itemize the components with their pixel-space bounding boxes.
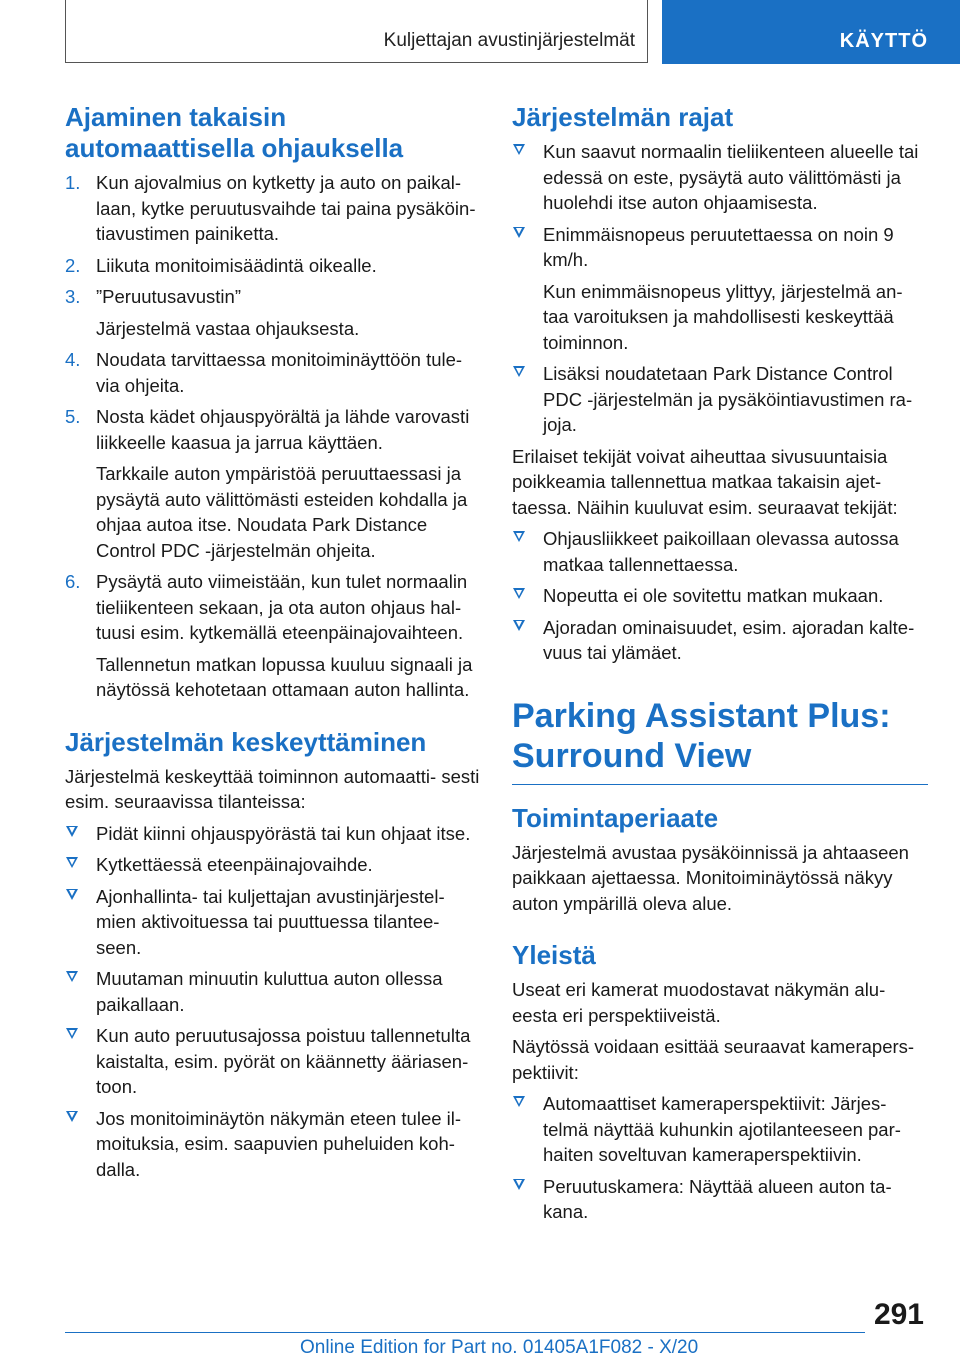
right-column bbox=[512, 102, 928, 1231]
views-list bbox=[512, 1091, 928, 1225]
bullet-item bbox=[512, 1091, 928, 1168]
factors-list bbox=[512, 526, 928, 666]
triangle-bullet-icon bbox=[513, 531, 525, 542]
page-number: 291 bbox=[873, 1298, 924, 1331]
heading-interrupt: Järjestelmän keskeyttäminen bbox=[65, 726, 427, 757]
step-text: Nosta kädet ohjauspyörältä ja lähde varovasti liikkeelle kaasua ja jarrua käyttäen. bbox=[96, 406, 470, 453]
header-section-box bbox=[65, 0, 648, 63]
heading-parking-assistant bbox=[512, 696, 928, 776]
bullet-note: Kun enimmäisnopeus ylittyy, järjestelmä an- taa varoituksen ja mahdollisesti keskeyttää toiminnon. bbox=[543, 280, 903, 353]
bullet-text: Lisäksi noudatetaan Park Distance Control PDC -järjestelmän ja pysäköintiavustimen ra- joja. bbox=[543, 363, 913, 435]
step-item bbox=[65, 404, 483, 563]
interrupt-list bbox=[65, 821, 483, 1183]
heading-system-limits: Järjestelmän rajat bbox=[512, 102, 734, 132]
heading-general: Yleistä bbox=[512, 940, 596, 970]
triangle-bullet-icon bbox=[513, 366, 525, 377]
triangle-bullet-icon bbox=[66, 889, 78, 900]
principle-text: Järjestelmä avustaa pysäköinnissä ja ahtaaseen paikkaan ajettaessa. Monitoiminäytössä näkyy auton ympärillä oleva alue. bbox=[512, 841, 909, 914]
step-note: Tallennetun matkan lopussa kuuluu signaali ja näytössä kehotetaan ottamaan auton hallinta. bbox=[96, 653, 473, 700]
bullet-item bbox=[65, 884, 483, 961]
footer-divider bbox=[65, 1332, 865, 1333]
header-chapter-label: KÄYTTÖ bbox=[839, 30, 928, 52]
bullet-text: Automaattiset kameraperspektiivit: Järjes- telmä näyttää kuhunkin ajotilanteeseen par- haiten soveltuvan kameraperspektiivin. bbox=[543, 1093, 901, 1165]
bullet-item bbox=[65, 1106, 483, 1183]
triangle-bullet-icon bbox=[513, 227, 525, 238]
heading-line-1: Parking Assistant Plus: bbox=[512, 696, 891, 735]
step-item bbox=[65, 569, 483, 703]
step-text: Noudata tarvittaessa monitoiminäyttöön tule- via ohjeita. bbox=[96, 349, 463, 396]
bullet-text: Muutaman minuutin kuluttua auton ollessa paikallaan. bbox=[96, 968, 443, 1015]
bullet-text: Enimmäisnopeus peruutettaessa on noin 9 km/h. bbox=[543, 223, 894, 270]
heading-line-2: automaattisella ohjauksella bbox=[65, 133, 404, 163]
step-item bbox=[65, 253, 483, 279]
step-text: Liikuta monitoimisäädintä oikealle. bbox=[96, 254, 377, 276]
triangle-bullet-icon bbox=[66, 1028, 78, 1039]
heading-principle: Toimintaperiaate bbox=[512, 802, 719, 833]
step-number: 1. bbox=[65, 172, 81, 193]
general-paragraph-2: Näytössä voidaan esittää seuraavat kamerapers- pektiivit: bbox=[512, 1036, 915, 1083]
step-number: 2. bbox=[65, 254, 81, 276]
triangle-bullet-icon bbox=[513, 1096, 525, 1107]
bullet-item bbox=[65, 821, 483, 847]
step-number: 4. bbox=[65, 349, 81, 370]
step-item bbox=[65, 170, 483, 247]
heading-line-2: Surround View bbox=[512, 736, 752, 775]
header-chapter-tab bbox=[662, 0, 960, 64]
step-number: 3. bbox=[65, 286, 81, 307]
triangle-bullet-icon bbox=[513, 144, 525, 155]
interrupt-intro: Järjestelmä keskeyttää toiminnon automaatti- sesti esim. seuraavissa tilanteissa: bbox=[65, 765, 480, 812]
triangle-bullet-icon bbox=[66, 826, 78, 837]
bullet-text: Nopeutta ei ole sovitettu matkan mukaan. bbox=[543, 585, 884, 606]
bullet-text: Jos monitoiminäytön näkymän eteen tulee il- moituksia, esim. saapuvien puheluiden koh- dalla. bbox=[96, 1107, 462, 1180]
triangle-bullet-icon bbox=[513, 1179, 525, 1190]
bullet-item bbox=[512, 222, 928, 356]
bullet-item bbox=[65, 1023, 483, 1100]
step-text: Pysäytä auto viimeistään, kun tulet normaalin tieliikenteen sekaan, ja ota auton ohjaus hal- tuusi esim. kytkemällä eteenpäinajovaihteen. bbox=[96, 571, 468, 643]
bullet-text: Peruutuskamera: Näyttää alueen auton ta- kana. bbox=[543, 1175, 892, 1222]
heading-reverse-driving bbox=[65, 102, 483, 164]
limits-list bbox=[512, 139, 928, 438]
bullet-item bbox=[65, 966, 483, 1017]
step-text: ”Peruutusavustin” bbox=[96, 286, 241, 307]
bullet-text: Kun saavut normaalin tieliikenteen alueelle tai edessä on este, pysäytä auto välittömästi ja huolehdi itse auton ohjaamisesta. bbox=[543, 141, 919, 213]
bullet-item bbox=[512, 139, 928, 216]
steps-list bbox=[65, 170, 483, 703]
bullet-text: Kun auto peruutusajossa poistuu tallennetulta kaistalta, esim. pyörät on käännetty ääriasen- toon. bbox=[96, 1025, 471, 1097]
step-number: 6. bbox=[65, 571, 81, 592]
footer-edition: Online Edition for Part no. 01405A1F082 - X/20 bbox=[300, 1337, 699, 1358]
triangle-bullet-icon bbox=[513, 620, 525, 631]
step-number: 5. bbox=[65, 406, 81, 427]
bullet-text: Pidät kiinni ohjauspyörästä tai kun ohjaat itse. bbox=[96, 822, 471, 844]
bullet-text: Ohjausliikkeet paikoillaan olevassa autossa matkaa tallennettaessa. bbox=[543, 528, 899, 575]
section-divider bbox=[512, 784, 928, 785]
bullet-text: Kytkettäessä eteenpäinajovaihde. bbox=[96, 854, 373, 875]
bullet-item bbox=[65, 852, 483, 878]
bullet-item bbox=[512, 583, 928, 609]
triangle-bullet-icon bbox=[66, 1111, 78, 1122]
bullet-item bbox=[512, 1174, 928, 1225]
triangle-bullet-icon bbox=[66, 857, 78, 868]
left-column bbox=[65, 102, 483, 1188]
step-item bbox=[65, 347, 483, 398]
step-text: Kun ajovalmius on kytketty ja auto on paikal- laan, kytke peruutusvaihde tai paina pysäköin- tiavustimen painiketta. bbox=[96, 172, 476, 244]
step-note: Järjestelmä vastaa ohjauksesta. bbox=[96, 317, 360, 339]
step-item bbox=[65, 284, 483, 341]
step-note: Tarkkaile auton ympäristöä peruuttaessasi ja pysäytä auto välittömästi esteiden kohdalla ja ohjaa autoa itse. Noudata Park Distance Control PDC -järjestelmän ohjeita. bbox=[96, 463, 468, 561]
triangle-bullet-icon bbox=[66, 971, 78, 982]
bullet-text: Ajoradan ominaisuudet, esim. ajoradan kalte- vuus tai ylämäet. bbox=[543, 616, 915, 663]
bullet-item bbox=[512, 526, 928, 577]
bullet-item bbox=[512, 361, 928, 438]
triangle-bullet-icon bbox=[513, 588, 525, 599]
header-section-title: Kuljettajan avustinjärjestelmät bbox=[383, 30, 635, 51]
limits-paragraph: Erilaiset tekijät voivat aiheuttaa sivusuuntaisia poikkeamia tallennettua matkaa takaisin ajet- taessa. Näihin kuuluvat esim. seuraavat tekijät: bbox=[512, 445, 898, 518]
bullet-item bbox=[512, 615, 928, 666]
bullet-text: Ajonhallinta- tai kuljettajan avustinjärjestel- mien aktivoituessa tai puuttuessa tilantee- seen. bbox=[96, 885, 445, 958]
heading-line-1: Ajaminen takaisin bbox=[65, 102, 287, 132]
general-paragraph-1: Useat eri kamerat muodostavat näkymän alu- eesta eri perspektiiveistä. bbox=[512, 979, 886, 1026]
